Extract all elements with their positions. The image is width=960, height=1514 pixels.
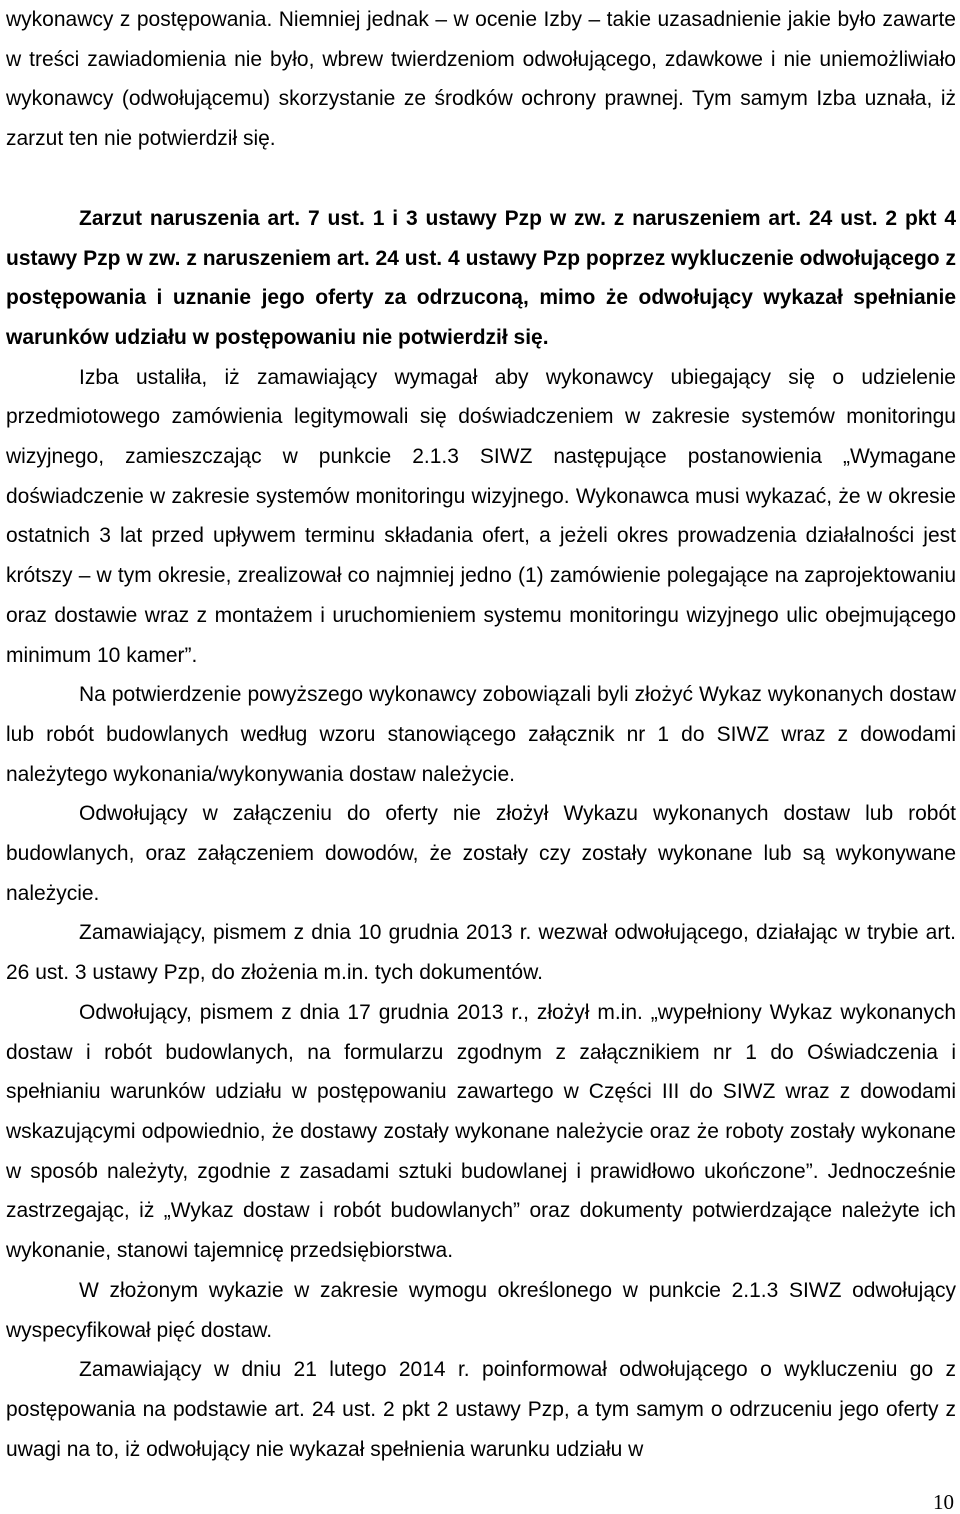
document-page [6,0,956,1469]
page-number: 10 [933,1490,954,1514]
paragraph-3: Izba ustaliła, iż zamawiający wymagał aby wykonawcy ubiegający się o udzielenie przedmiotowego zamówienia legitymowali się doświadczeniem w zakresie systemów monitoringu wizyjnego, zamieszczając w punkcie 2.1.3 SIWZ następujące postanowienia „Wymagane doświadczenie w zakresie systemów monitoringu wizyjnego. Wykonawca musi wykazać, że w okresie ostatnich 3 lat przed upływem terminu składania ofert, a jeżeli okres prowadzenia działalności jest krótszy – w tym okresie, zrealizował co najmniej jedno (1) zamówienie polegające na zaprojektowaniu oraz dostawie wraz z montażem i uruchomieniem systemu monitoringu wizyjnego ulic obejmującego minimum 10 kamer”. [6,365,956,667]
paragraph-7: Odwołujący, pismem z dnia 17 grudnia 2013 r., złożył m.in. „wypełniony Wykaz wykonanych dostaw i robót budowlanych, na formularzu zgodnym z załącznikiem nr 1 do Oświadczenia i spełnianiu warunków udziału w postępowaniu zawartego w Części III do SIWZ wraz z dowodami wskazującymi odpowiednio, że dostawy zostały wykonane należycie oraz że roboty zostały wykonane w sposób należyty, zgodnie z zasadami sztuki budowlanej i prawidłowo ukończone”. Jednocześnie zastrzegając, iż „Wykaz dostaw i robót budowlanych” oraz dokumenty potwierdzające należyte ich wykonanie, stanowi tajemnicę przedsiębiorstwa. [6,1000,956,1263]
paragraph-1: wykonawcy z postępowania. Niemniej jednak – w ocenie Izby – takie uzasadnienie jakie było zawarte w treści zawiadomienia nie było, wbrew twierdzeniom odwołującego, zdawkowe i nie uniemożliwiało wykonawcy (odwołującemu) skorzystanie ze środków ochrony prawnej. Tym samym Izba uznała, iż zarzut ten nie potwierdził się. [6,8,956,151]
paragraph-5: Odwołujący w załączeniu do oferty nie złożył Wykazu wykonanych dostaw lub robót budowlanych, oraz załączeniem dowodów, że zostały czy zostały wykonane lub są wykonywane należycie. [6,802,956,905]
paragraph-6: Zamawiający, pismem z dnia 10 grudnia 2013 r. wezwał odwołującego, działając w trybie art. 26 ust. 3 ustawy Pzp, do złożenia m.in. tych dokumentów. [6,921,956,985]
paragraph-4: Na potwierdzenie powyższego wykonawcy zobowiązali byli złożyć Wykaz wykonanych dostaw lub robót budowlanych według wzoru stanowiącego załącznik nr 1 do SIWZ wraz z dowodami należytego wykonania/wykonywania dostaw należycie. [6,683,956,786]
paragraph-9: Zamawiający w dniu 21 lutego 2014 r. poinformował odwołującego o wykluczeniu go z postępowania na podstawie art. 24 ust. 2 pkt 2 ustawy Pzp, a tym samym o odrzuceniu jego oferty z uwagi na to, iż odwołujący nie wykazał spełnienia warunku udziału w [6,1358,956,1461]
paragraph-8: W złożonym wykazie w zakresie wymogu określonego w punkcie 2.1.3 SIWZ odwołujący wyspecyfikował pięć dostaw. [6,1278,956,1342]
paragraph-heading-zarzut: Zarzut naruszenia art. 7 ust. 1 i 3 ustawy Pzp w zw. z naruszeniem art. 24 ust. 2 pkt 4 ustawy Pzp w zw. z naruszeniem art. 24 ust. 4 ustawy Pzp poprzez wykluczenie odwołującego z postępowania i uznanie jego oferty za odrzuconą, mimo że odwołujący wykazał spełnianie warunków udziału w postępowaniu nie potwierdził się. [6,206,956,349]
